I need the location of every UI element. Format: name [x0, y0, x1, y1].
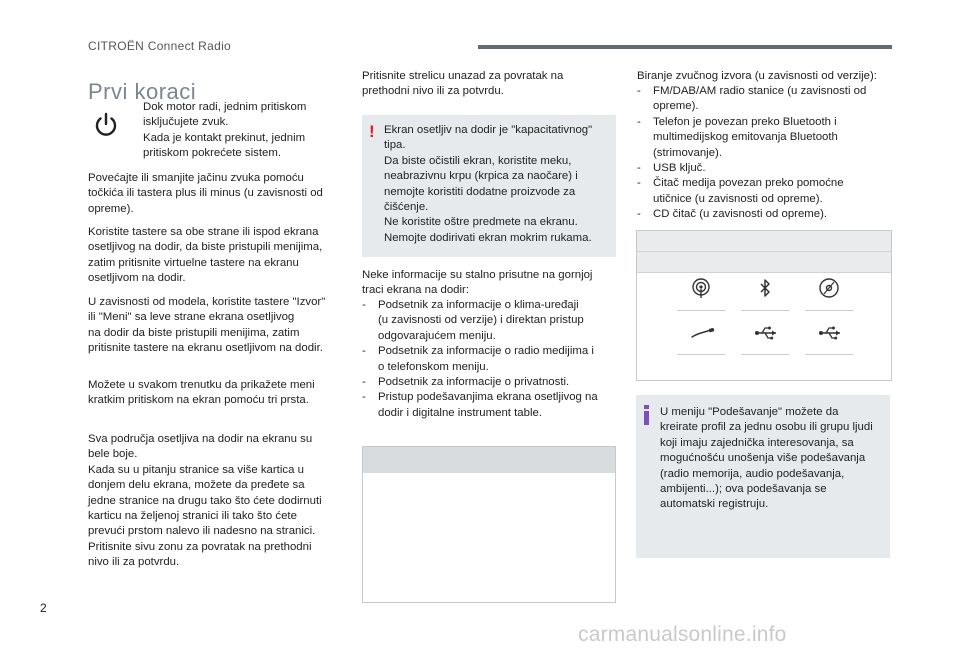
- touch-zones-paragraph: Sva područja osetljiva na dodir na ekranu su bele boje. Kada su u pitanju stranice sa više kartica u donjem delu ekrana, možete da pređete sa jedne stranice na drugu tako što ćete dodirnuti karticu na željenoj stranici ili tako što ćete prevući prstom nalevo ili nadesno na stranici. Pritisnite sivu zonu za povratak na prethodni nivo ili za potvrdu.: [88, 433, 322, 569]
- screen-illustration-top-bar: [362, 446, 616, 603]
- back-arrow-paragraph: Pritisnite strelicu unazad za povratak na prethodni nivo ili za potvrdu.: [362, 70, 564, 98]
- warning-text: Ekran osetljiv na dodir je "kapacitativnog" tipa. Da biste očistili ekran, koristite meku, neabrazivnu krpu (krpica za naočare) i nemojte koristiti dodatne proizvode za čišćenje. Ne koristite oštre predmete na ekranu. Nemojte dodirivati ekran mokrim rukama.: [384, 124, 593, 244]
- list-item: - Podsetnik za informacije o klima-uređaji (u zavisnosti od verzije) i direktan pristup odgovarajućem meniju.: [362, 298, 618, 344]
- list-item: - Čitač medija povezan preko pomoćne utičnice (u zavisnosti od opreme).: [637, 176, 893, 207]
- buttons-paragraph: Koristite tastere sa obe strane ili ispod ekrana osetljivog na dodir, da biste pristupili menijima, zatim pritisnite virtuelne tastere na ekranu osetljivom na dodir.: [88, 226, 323, 285]
- usb-icon[interactable]: [805, 315, 853, 355]
- list-item: - FM/DAB/AM radio stanice (u zavisnosti od opreme).: [637, 84, 893, 115]
- source-list: [637, 84, 893, 223]
- three-finger-paragraph: Možete u svakom trenutku da prikažete meni kratkim pritiskom na ekran pomoću tri prsta.: [88, 379, 315, 407]
- source-menu-paragraph: U zavisnosti od modela, koristite tastere "Izvor" ili "Meni" sa leve strane ekrana osetljivog na dodir da biste pristupili menijima, zatim pritisnite tastere na ekranu osetljivom na dodir.: [88, 296, 326, 355]
- page-title: Prvi koraci: [88, 78, 197, 104]
- screen-illustration-sources: [636, 230, 892, 381]
- top-bar-info-intro: Neke informacije su stalno prisutne na gornjoj traci ekrana na dodir:: [362, 269, 593, 297]
- list-item: - Pristup podešavanjima ekrana osetljivog na dodir i digitalne instrument table.: [362, 390, 618, 421]
- top-bar-info-list: [362, 298, 618, 421]
- screen-top-bar: [363, 447, 615, 473]
- warning-icon: !: [369, 122, 375, 141]
- header-brand: CITROËN Connect Radio: [88, 39, 232, 53]
- bluetooth-icon[interactable]: [741, 271, 789, 311]
- list-item: - Podsetnik za informacije o privatnosti.: [362, 375, 618, 390]
- watermark: carmanualsonline.info: [578, 623, 787, 646]
- list-item: - Podsetnik za informacije o radio medijima i o telefonskom meniju.: [362, 344, 618, 375]
- aux-jack-icon[interactable]: [677, 315, 725, 355]
- list-item: - CD čitač (u zavisnosti od opreme).: [637, 207, 893, 222]
- list-item: - USB ključ.: [637, 161, 893, 176]
- source-selection-intro: Biranje zvučnog izvora (u zavisnosti od verzije):: [637, 70, 877, 82]
- info-icon: [644, 405, 649, 425]
- settings-tip-text: U meniju "Podešavanje" možete da kreirate profil za jednu osobu ili grupu ljudi koji imaju zajednička interesovanja, sa mogućnošću unošenja više podešavanja (radio memorija, audio podešavanja, ambijenti...); ova podešavanja se automatski registruju.: [660, 406, 873, 511]
- usb-icon[interactable]: [741, 315, 789, 355]
- list-item: - Telefon je povezan preko Bluetooth i multimedijskog emitovanja Bluetooth (strimovanje).: [637, 115, 893, 161]
- page-number: 2: [40, 601, 47, 615]
- cd-icon[interactable]: [805, 271, 853, 311]
- power-button-text: Dok motor radi, jednim pritiskom isključujete zvuk. Kada je kontakt prekinut, jednim pritiskom pokrećete sistem.: [143, 101, 307, 160]
- volume-paragraph: Povećajte ili smanjite jačinu zvuka pomoću točkića ili tastera plus ili minus (u zavisnosti od opreme).: [88, 172, 323, 215]
- radio-icon[interactable]: [677, 271, 725, 311]
- power-icon: [92, 110, 120, 138]
- header-bar: [478, 45, 892, 49]
